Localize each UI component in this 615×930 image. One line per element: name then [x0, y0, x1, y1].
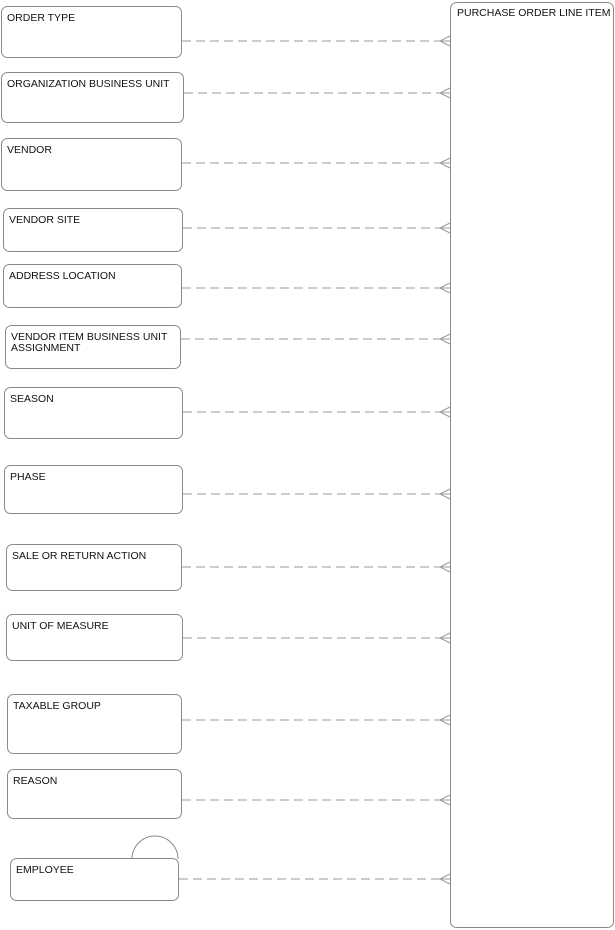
entity-phase[interactable] [5, 466, 183, 514]
vendor-site-crowfoot [440, 223, 450, 233]
entity-address-location[interactable] [4, 265, 182, 308]
vendor-label: VENDOR [7, 144, 52, 156]
employee-self-relationship [132, 836, 178, 859]
taxable-group-label: TAXABLE GROUP [13, 700, 101, 712]
entity-taxable-group[interactable] [8, 695, 182, 754]
organization-business-unit-label: ORGANIZATION BUSINESS UNIT [7, 78, 170, 90]
organization-business-unit-crowfoot [440, 88, 450, 98]
unit-of-measure-crowfoot [440, 633, 450, 643]
order-type-crowfoot [440, 36, 450, 46]
source-entities [2, 7, 184, 901]
vendor-site-label: VENDOR SITE [9, 214, 81, 226]
target-entity[interactable] [451, 3, 614, 928]
phase-label: PHASE [10, 471, 46, 483]
entity-sale-or-return-action[interactable] [7, 545, 182, 591]
order-type-label: ORDER TYPE [7, 12, 76, 24]
entity-vendor-item-business-unit-assignment[interactable] [6, 326, 181, 369]
reason-crowfoot [440, 795, 450, 805]
entity-vendor[interactable] [2, 139, 182, 191]
reason-label: REASON [13, 775, 58, 787]
vendor-crowfoot [440, 158, 450, 168]
employee-crowfoot [440, 874, 450, 884]
entity-unit-of-measure[interactable] [7, 615, 183, 661]
address-location-crowfoot [440, 283, 450, 293]
sale-or-return-action-label: SALE OR RETURN ACTION [12, 550, 147, 562]
vendor-item-business-unit-assignment-label-line-2: ASSIGNMENT [11, 342, 81, 354]
entity-order-type[interactable] [2, 7, 182, 58]
phase-crowfoot [440, 489, 450, 499]
season-label: SEASON [10, 393, 54, 405]
season-crowfoot [440, 407, 450, 417]
purchase-order-line-item-box[interactable] [451, 3, 614, 928]
purchase-order-line-item-label: PURCHASE ORDER LINE ITEM [457, 7, 611, 19]
sale-or-return-action-crowfoot [440, 562, 450, 572]
relationship-lines [179, 36, 450, 884]
entity-season[interactable] [5, 388, 183, 439]
unit-of-measure-label: UNIT OF MEASURE [12, 620, 109, 632]
taxable-group-crowfoot [440, 715, 450, 725]
employee-label: EMPLOYEE [16, 864, 74, 876]
vendor-item-business-unit-assignment-label-line-1: VENDOR ITEM BUSINESS UNIT [11, 331, 168, 343]
entity-vendor-site[interactable] [4, 209, 183, 252]
entity-organization-business-unit[interactable] [2, 73, 184, 123]
entity-reason[interactable] [8, 770, 182, 819]
entity-employee[interactable] [11, 859, 179, 901]
address-location-label: ADDRESS LOCATION [9, 270, 116, 282]
vendor-item-business-unit-assignment-crowfoot [440, 334, 450, 344]
